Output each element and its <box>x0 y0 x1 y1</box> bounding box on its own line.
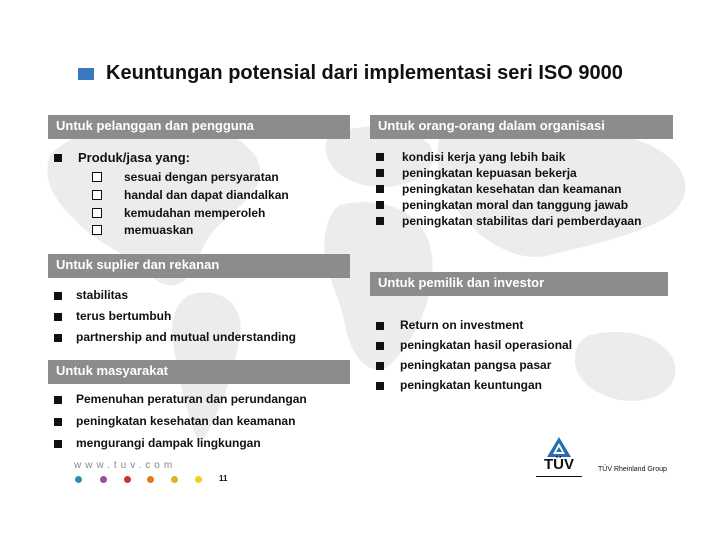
list-item-text: peningkatan kesehatan dan keamanan <box>76 414 296 428</box>
bullet-square-icon <box>376 322 384 330</box>
list-item-text: partnership and mutual understanding <box>76 330 297 344</box>
checkbox-outline-icon <box>92 172 102 182</box>
list-item-text: peningkatan moral dan tanggung jawab <box>402 198 629 212</box>
header-investor: Untuk pemilik dan investor <box>370 272 668 296</box>
sub-item-text: sesuai dengan persyaratan <box>124 170 279 184</box>
color-dot <box>147 476 154 483</box>
color-dot <box>75 476 82 483</box>
tuv-logo <box>534 436 584 482</box>
sub-item-text: handal dan dapat diandalkan <box>124 188 289 202</box>
bullet-square-icon <box>376 342 384 350</box>
bullet-square-icon <box>376 362 384 370</box>
footer-url: www.tuv.com <box>74 460 177 471</box>
list-item-text: Return on investment <box>400 318 524 332</box>
bullet-square-icon <box>54 334 62 342</box>
main-item-text: Produk/jasa yang: <box>78 150 190 165</box>
checkbox-outline-icon <box>92 190 102 200</box>
sub-item-text: kemudahan memperoleh <box>124 206 266 220</box>
list-item-text: peningkatan pangsa pasar <box>400 358 552 372</box>
bullet-square-icon <box>54 396 62 404</box>
page-number: 11 <box>219 474 228 483</box>
list-item-text: peningkatan hasil operasional <box>400 338 573 352</box>
header-organisasi: Untuk orang-orang dalam organisasi <box>370 115 673 139</box>
tuv-group-text: TÜV Rheinland Group <box>598 466 667 473</box>
color-dot <box>195 476 202 483</box>
list-item-text: terus bertumbuh <box>76 309 172 323</box>
header-supplier: Untuk suplier dan rekanan <box>48 254 350 278</box>
checkbox-outline-icon <box>92 225 102 235</box>
list-masyarakat <box>54 392 344 452</box>
list-item-text: peningkatan stabilitas dari pemberdayaan <box>402 214 642 228</box>
list-item-text: mengurangi dampak lingkungan <box>76 436 261 450</box>
title-marker-square <box>78 68 94 80</box>
bullet-square-icon <box>376 201 384 209</box>
tuv-logo-rule <box>536 476 582 477</box>
bullet-square-icon <box>376 382 384 390</box>
color-dot <box>124 476 131 483</box>
list-pelanggan <box>54 150 344 240</box>
tuv-triangle-icon <box>546 436 572 458</box>
page-title: Keuntungan potensial dari implementasi seri ISO 9000 <box>106 62 623 84</box>
checkbox-outline-icon <box>92 208 102 218</box>
sub-item-text: memuaskan <box>124 223 194 237</box>
tuv-logo-text: TÜV <box>544 456 574 473</box>
list-supplier <box>54 288 344 348</box>
list-item-text: Pemenuhan peraturan dan perundangan <box>76 392 307 406</box>
bullet-square-icon <box>54 440 62 448</box>
list-item-text: peningkatan kesehatan dan keamanan <box>402 182 622 196</box>
bullet-square-icon <box>376 169 384 177</box>
color-dot <box>171 476 178 483</box>
bullet-square-icon <box>54 418 62 426</box>
bullet-square-icon <box>54 154 62 162</box>
list-organisasi <box>376 150 676 230</box>
bullet-square-icon <box>376 185 384 193</box>
list-item-text: peningkatan keuntungan <box>400 378 543 392</box>
list-investor <box>376 318 676 398</box>
bullet-square-icon <box>54 292 62 300</box>
list-item-text: kondisi kerja yang lebih baik <box>402 150 566 164</box>
bullet-square-icon <box>376 153 384 161</box>
bullet-square-icon <box>54 313 62 321</box>
header-masyarakat: Untuk masyarakat <box>48 360 350 384</box>
color-dot <box>100 476 107 483</box>
bullet-square-icon <box>376 217 384 225</box>
header-pelanggan: Untuk pelanggan dan pengguna <box>48 115 350 139</box>
list-item-text: stabilitas <box>76 288 129 302</box>
list-item-text: peningkatan kepuasan bekerja <box>402 166 577 180</box>
